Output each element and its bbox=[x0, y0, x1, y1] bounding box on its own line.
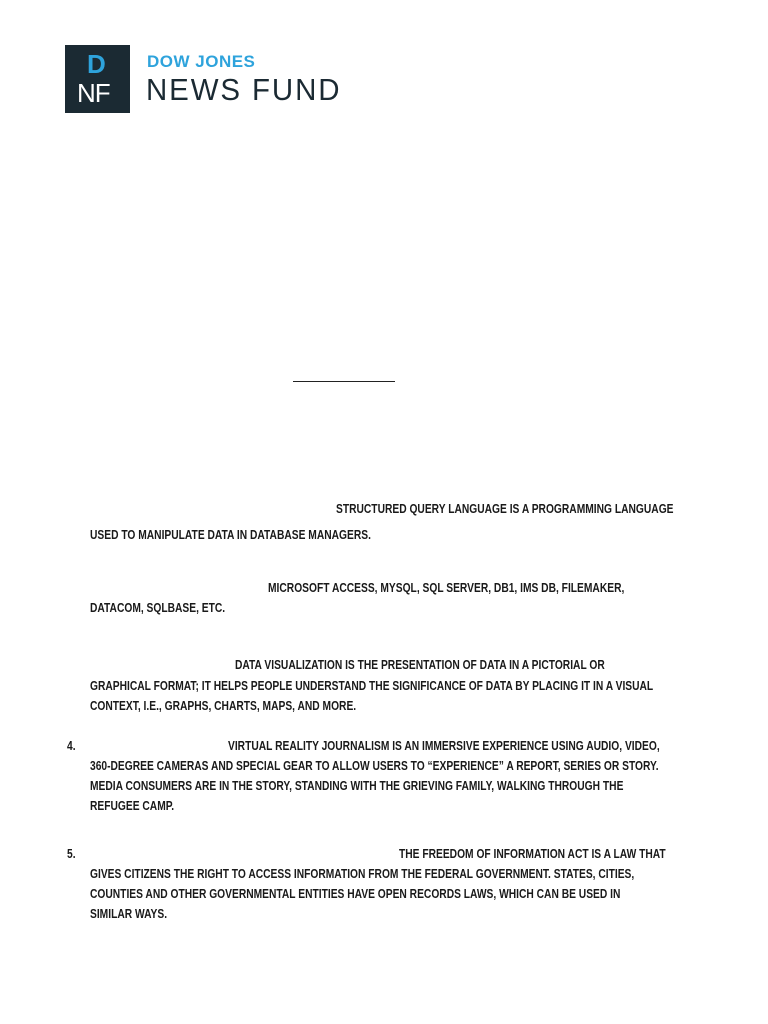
definition-text: MICROSOFT ACCESS, MYSQL, SQL SERVER, DB1, IMS DB, FILEMAKER, bbox=[268, 581, 625, 595]
logo-brand-bottom: NEWS FUND bbox=[146, 72, 342, 107]
definition-text: STRUCTURED QUERY LANGUAGE IS A PROGRAMMING LANGUAGE bbox=[336, 502, 674, 516]
definition-text: DATACOM, SQLBASE, ETC. bbox=[90, 601, 226, 615]
item-number: 5. bbox=[67, 847, 76, 861]
definition-text: VIRTUAL REALITY JOURNALISM IS AN IMMERSIVE EXPERIENCE USING AUDIO, VIDEO, bbox=[228, 739, 660, 753]
definition-text: CONTEXT, I.E., GRAPHS, CHARTS, MAPS, AND MORE. bbox=[90, 699, 357, 713]
definition-text: REFUGEE CAMP. bbox=[90, 799, 175, 813]
definition-text: GRAPHICAL FORMAT; IT HELPS PEOPLE UNDERSTAND THE SIGNIFICANCE OF DATA BY PLACING IT IN A VISUAL bbox=[90, 679, 654, 693]
definition-text: DATA VISUALIZATION IS THE PRESENTATION OF DATA IN A PICTORIAL OR bbox=[235, 658, 605, 672]
definition-text: GIVES CITIZENS THE RIGHT TO ACCESS INFORMATION FROM THE FEDERAL GOVERNMENT. STATES, CITIES, bbox=[90, 867, 635, 881]
logo-brand-top: DOW JONES bbox=[147, 52, 256, 71]
logo-mark-nf: NF bbox=[77, 78, 110, 108]
blank-underline bbox=[293, 381, 395, 382]
definition-text: SIMILAR WAYS. bbox=[90, 907, 168, 921]
definition-text: 360-DEGREE CAMERAS AND SPECIAL GEAR TO ALLOW USERS TO “EXPERIENCE” A REPORT, SERIES OR STORY. bbox=[90, 759, 659, 773]
definition-text: THE FREEDOM OF INFORMATION ACT IS A LAW THAT bbox=[399, 847, 666, 861]
definition-text: USED TO MANIPULATE DATA IN DATABASE MANAGERS. bbox=[90, 528, 371, 542]
logo-mark bbox=[65, 45, 130, 113]
definition-text: COUNTIES AND OTHER GOVERNMENTAL ENTITIES HAVE OPEN RECORDS LAWS, WHICH CAN BE USED IN bbox=[90, 887, 621, 901]
definition-text: MEDIA CONSUMERS ARE IN THE STORY, STANDING WITH THE GRIEVING FAMILY, WALKING THROUGH THE bbox=[90, 779, 624, 793]
logo-mark-d: D bbox=[87, 49, 106, 79]
item-number: 4. bbox=[67, 739, 76, 753]
